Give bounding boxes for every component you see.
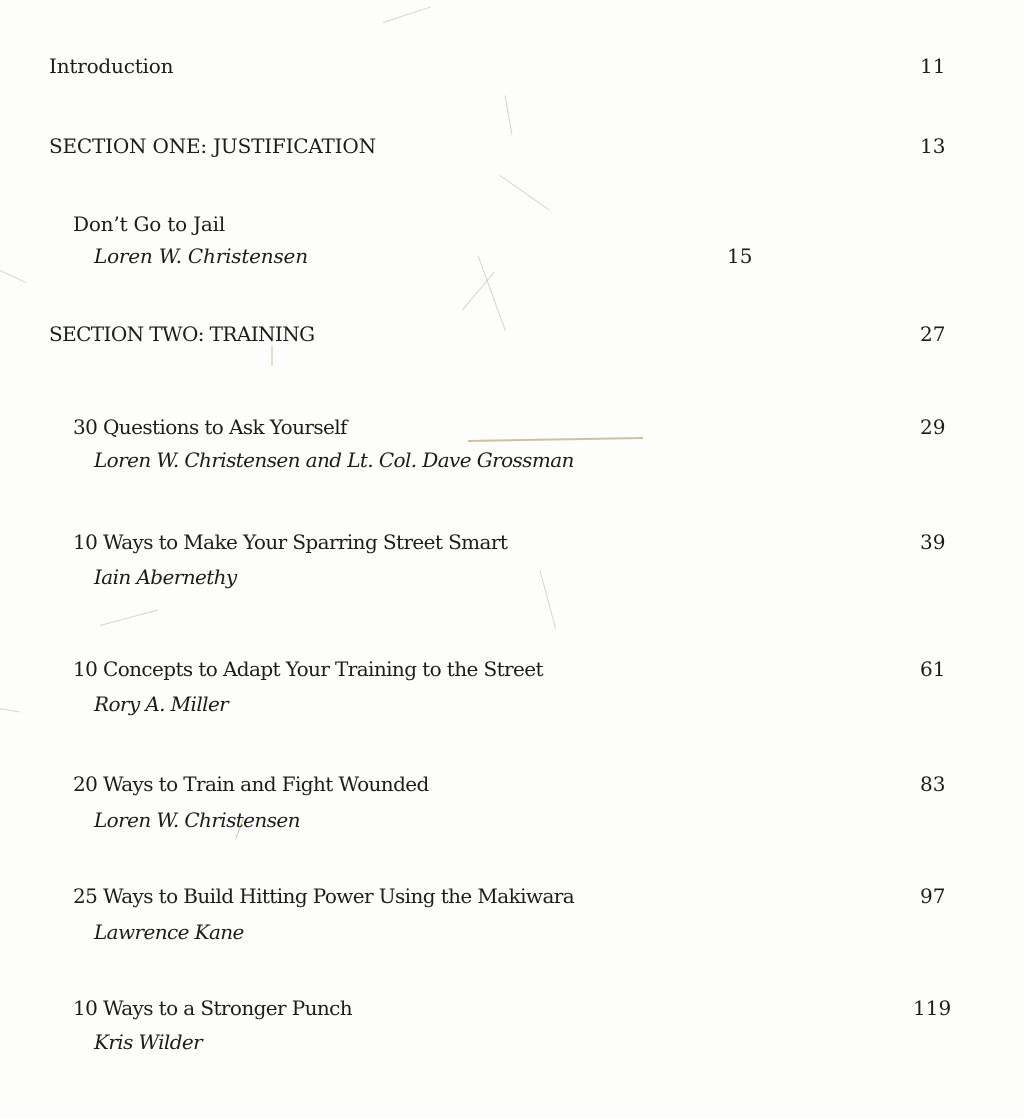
toc-entry-title[interactable]: 10 Ways to Make Your Sparring Street Smart bbox=[73, 530, 508, 554]
toc-section-two[interactable]: SECTION TWO: TRAINING bbox=[49, 322, 315, 346]
scan-mark bbox=[272, 346, 273, 366]
page-number: 13 bbox=[920, 134, 946, 158]
toc-entry-title[interactable]: 20 Ways to Train and Fight Wounded bbox=[73, 772, 429, 796]
toc-entry-title[interactable]: 10 Concepts to Adapt Your Training to the Street bbox=[73, 657, 543, 681]
scan-mark bbox=[540, 570, 556, 628]
scan-mark bbox=[500, 175, 550, 210]
page-number: 119 bbox=[913, 996, 952, 1020]
toc-entry-author: Iain Abernethy bbox=[94, 565, 237, 589]
toc-entry-title[interactable]: Don’t Go to Jail bbox=[73, 212, 226, 236]
toc-entry-author: Loren W. Christensen bbox=[94, 808, 300, 832]
page-number: 29 bbox=[920, 415, 946, 439]
toc-entry-author: Kris Wilder bbox=[94, 1030, 203, 1054]
page-number: 61 bbox=[920, 657, 946, 681]
scan-mark bbox=[0, 270, 26, 283]
page-number: 11 bbox=[920, 54, 946, 78]
toc-entry-author: Rory A. Miller bbox=[94, 692, 229, 716]
toc-entry-title[interactable]: 10 Ways to a Stronger Punch bbox=[73, 996, 353, 1020]
toc-entry-introduction[interactable]: Introduction bbox=[49, 54, 174, 78]
scan-mark bbox=[478, 255, 506, 331]
page-number: 39 bbox=[920, 530, 946, 554]
toc-entry-title[interactable]: 25 Ways to Build Hitting Power Using the Makiwara bbox=[73, 884, 575, 908]
scan-mark bbox=[100, 609, 158, 625]
scan-mark bbox=[505, 95, 513, 135]
scan-mark bbox=[468, 437, 643, 442]
page-number: 83 bbox=[920, 772, 946, 796]
scan-mark bbox=[383, 7, 431, 23]
toc-entry-author: Lawrence Kane bbox=[94, 920, 244, 944]
toc-entry-author: Loren W. Christensen bbox=[94, 244, 308, 268]
page-number: 97 bbox=[920, 884, 946, 908]
page-number: 27 bbox=[920, 322, 946, 346]
scan-mark bbox=[0, 708, 20, 712]
toc-section-one[interactable]: SECTION ONE: JUSTIFICATION bbox=[49, 134, 376, 158]
toc-entry-author: Loren W. Christensen and Lt. Col. Dave Grossman bbox=[94, 448, 574, 472]
page-number: 15 bbox=[727, 244, 753, 268]
toc-entry-title[interactable]: 30 Questions to Ask Yourself bbox=[73, 415, 347, 439]
